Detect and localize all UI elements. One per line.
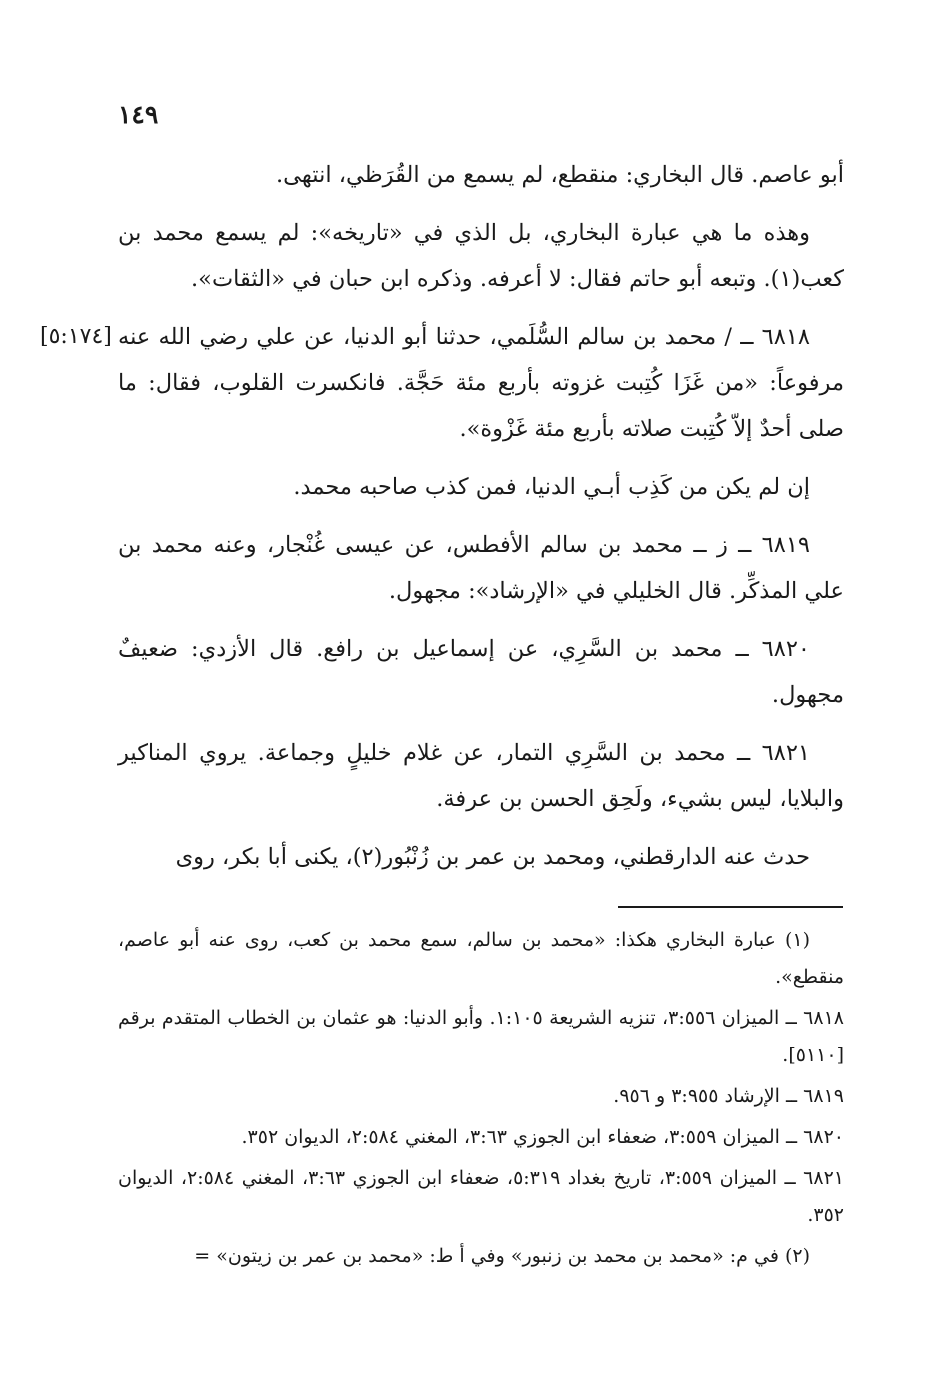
- footnote-6821: ٦٨٢١ ــ الميزان ٣:٥٥٩، تاريخ بغداد ٥:٣١٩، ضعفاء ابن الجوزي ٣:٦٣، المغني ٢:٥٨٤، الديوان ٣٥٢.: [118, 1167, 844, 1226]
- paragraph-comment-6821: حدث عنه الدارقطني، ومحمد بن عمر بن زُنْبُور(٢)، يكنى أبا بكر، روى: [175, 844, 810, 870]
- footnotes: [118, 922, 844, 1279]
- footnote-6819: ٦٨١٩ ــ الإرشاد ٣:٩٥٥ و ٩٥٦.: [613, 1085, 844, 1107]
- footnote-divider: [618, 906, 843, 908]
- entry-6819: ٦٨١٩ ــ ز ــ محمد بن سالم الأفطس، عن عيسى غُنْجار، وعنه محمد بن علي المذكِّر. قال الخليلي في «الإرشاد»: مجهول.: [118, 532, 844, 604]
- entry-6820: ٦٨٢٠ ــ محمد بن السَّرِي، عن إسماعيل بن رافع. قال الأزدي: ضعيفٌ مجهول.: [118, 636, 844, 708]
- main-text: [118, 152, 844, 892]
- entry-6818: ٦٨١٨ ــ / محمد بن سالم السُّلَمي، حدثنا أبو الدنيا، عن علي رضي الله عنه مرفوعاً: «من غَزَا كُتِبت غزوته بأربع مئة حَجَّة. فانكسرت القلوب، فقال: ما صلى أحدٌ إلاّ كُتِبت صلاته بأربع مئة غَزْوة».: [118, 324, 844, 442]
- paragraph-comment-6818: إن لم يكن من كَذِب أبـي الدنيا، فمن كذب صاحبه محمد.: [293, 474, 810, 500]
- page-number: ١٤٩: [118, 100, 159, 129]
- paragraph-commentary: وهذه ما هي عبارة البخاري، بل الذي في «تاريخه»: لم يسمع محمد بن كعب(١). وتبعه أبو حاتم فقال: لا أعرفه. وذكره ابن حبان في «الثقات».: [118, 220, 844, 292]
- footnote-6818: ٦٨١٨ ــ الميزان ٣:٥٥٦، تنزيه الشريعة ١:١٠٥. وأبو الدنيا: هو عثمان بن الخطاب المتقدم برقم [٥١١٠].: [118, 1007, 844, 1066]
- footnote-1: (١) عبارة البخاري هكذا: «محمد بن سالم، سمع محمد بن كعب، روى عنه أبو عاصم، منقطع».: [118, 929, 844, 988]
- footnote-2: (٢) في م: «محمد بن محمد بن زنبور» وفي أ ط: «محمد بن عمر بن زيتون» =: [194, 1245, 810, 1267]
- entry-6821: ٦٨٢١ ــ محمد بن السَّرِي التمار، عن غلام خليلٍ وجماعة. يروي المناكير والبلايا، ليس بشيء، ولَحِق الحسن بن عرفة.: [118, 740, 844, 812]
- footnote-6820: ٦٨٢٠ ــ الميزان ٣:٥٥٩، ضعفاء ابن الجوزي ٣:٦٣، المغني ٢:٥٨٤، الديوان ٣٥٢.: [241, 1126, 844, 1148]
- side-reference: [٥:١٧٤]: [40, 324, 112, 349]
- paragraph-continuation: أبو عاصم. قال البخاري: منقطع، لم يسمع من القُرَظي، انتهى.: [276, 162, 844, 188]
